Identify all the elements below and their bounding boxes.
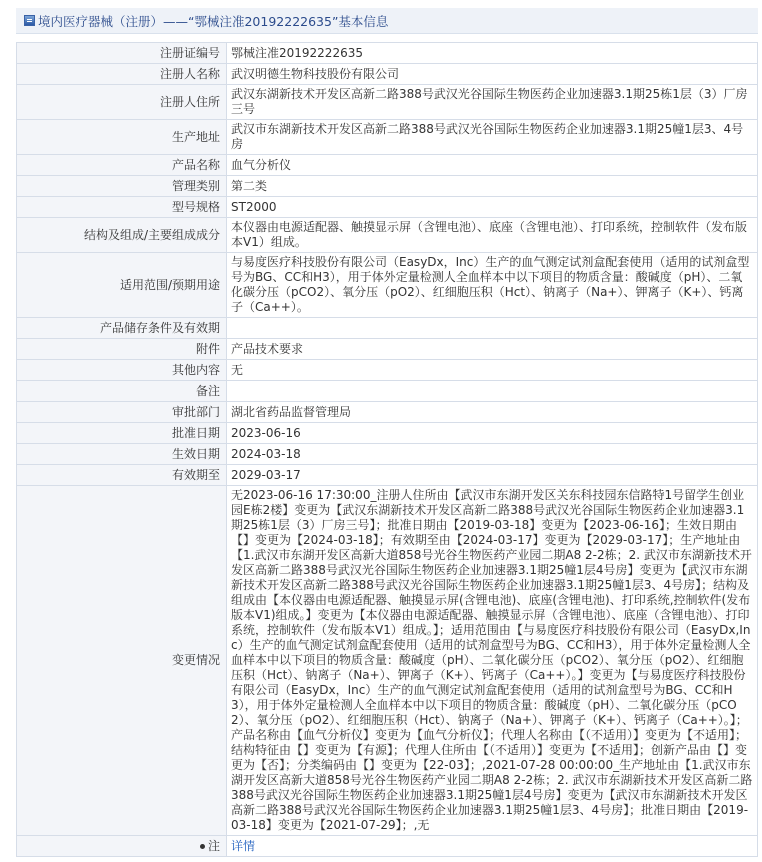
table-row (17, 176, 758, 197)
field-label-approval-dept: 审批部门 (17, 402, 227, 423)
table-row (17, 381, 758, 402)
field-label-registrant-name: 注册人名称 (17, 64, 227, 85)
field-label-effective-date: 生效日期 (17, 444, 227, 465)
field-label-management-class: 管理类别 (17, 176, 227, 197)
field-label-expiry-date: 有效期至 (17, 465, 227, 486)
table-row (17, 423, 758, 444)
table-row (17, 155, 758, 176)
field-label-production-address: 生产地址 (17, 120, 227, 155)
field-label-approval-date: 批准日期 (17, 423, 227, 444)
field-label-model: 型号规格 (17, 197, 227, 218)
table-row (17, 465, 758, 486)
page-title: 境内医疗器械（注册）——“鄂械注准20192222635”基本信息 (38, 13, 389, 29)
bullet-icon (200, 844, 205, 849)
field-value-management-class: 第二类 (227, 176, 758, 197)
field-value-approval-date: 2023-06-16 (227, 423, 758, 444)
table-row (17, 360, 758, 381)
field-label-registrant-address: 注册人住所 (17, 85, 227, 120)
page-title-bar (16, 8, 758, 34)
field-label-change-history: 变更情况 (17, 486, 227, 836)
field-value-change-history: 无2023-06-16 17:30:00_注册人住所由【武汉市东湖开发区关东科技园东信路特1号留学生创业园E栋2楼】变更为【武汉东湖新技术开发区高新二路388号武汉光谷国际生物医药企业加速器3.1期25栋1层（3）厂房三号】；批准日期由【2019-03-18】变更为【2023-06-16】；生效日期由【】变更为【2024-03-18】；有效期至由【2024-03-17】变更为【2029-03-17】；生产地址由【1.武汉市东湖开发区高新大道858号光谷生物医药产业园二期A8 2-2栋；2. 武汉市东湖新技术开发区高新二路388号武汉光谷国际生物医药企业加速器3.1期25幢1层4号房】变更为【武汉市东湖新技术开发区高新二路388号武汉光谷国际生物医药企业加速器3.1期25幢1层3、4号房】；结构及组成由【本仪器由电源适配器、触摸显示屏(含锂电池)、底座(含锂电池)、打印系统,控制软件(发布版本V1)组成。】变更为【本仪器由电源适配器、触摸显示屏（含锂电池）、底座（含锂电池）、打印系统，控制软件（发布版本V1）组成。】；适用范围由【与易度医疗科技股份有限公司（EasyDx,Inc）生产的血气测定试剂盒配套使用（适用的试剂盒型号为BG、CC和H3），用于体外定量检测人全血样本中以下项目的物质含量：酸碱度（pH）、二氧化碳分压（pCO2）、氧分压（pO2）、红细胞压积（Hct）、钠离子（Na+）、钾离子（K+）、钙离子（Ca++）。】变更为【与易度医疗科技股份有限公司（EasyDx，Inc）生产的血气测定试剂盒配套使用（适用的试剂盒型号为BG、CC和H3），用于体外定量检测人全血样本中以下项目的物质含量：酸碱度（pH）、二氧化碳分压（pCO2）、氧分压（pO2）、红细胞压积（Hct）、钠离子（Na+）、钾离子（K+）、钙离子（Ca++）。】；产品名称由【血气分析仪】变更为【血气分析仪】；代理人名称由【（不适用）】变更为【不适用】；结构特征由【】变更为【有源】；代理人住所由【（不适用）】变更为【不适用】；创新产品由【】变更为【否】；分类编码由【】变更为【22-03】；,2021-07-28 00:00:00_生产地址由【1.武汉市东湖开发区高新大道858号光谷生物医药产业园二期A8 2-2栋；2. 武汉市东湖新技术开发区高新二路388号武汉光谷国际生物医药企业加速器3.1期25幢1层4号房】变更为【武汉市东湖新技术开发区高新二路388号武汉光谷国际生物医药企业加速器3.1期25幢1层3、4号房】；批准日期由【2019-03-18】变更为【2021-07-29】；,无 (227, 486, 758, 836)
field-value-registrant-address: 武汉东湖新技术开发区高新二路388号武汉光谷国际生物医药企业加速器3.1期25栋1层（3）厂房三号 (227, 85, 758, 120)
table-row (17, 444, 758, 465)
field-label-structure: 结构及组成/主要组成成分 (17, 218, 227, 253)
field-value-registration-no: 鄂械注准20192222635 (227, 43, 758, 64)
table-row (17, 402, 758, 423)
field-value-storage (227, 318, 758, 339)
field-label-remarks: 备注 (17, 381, 227, 402)
field-label-other: 其他内容 (17, 360, 227, 381)
document-list-icon (24, 15, 35, 26)
table-row (17, 218, 758, 253)
table-row (17, 85, 758, 120)
field-label-note (17, 836, 227, 857)
field-value-remarks (227, 381, 758, 402)
field-value-approval-dept: 湖北省药品监督管理局 (227, 402, 758, 423)
field-value-effective-date: 2024-03-18 (227, 444, 758, 465)
field-label-attachment: 附件 (17, 339, 227, 360)
field-value-registrant-name: 武汉明德生物科技股份有限公司 (227, 64, 758, 85)
table-row (17, 339, 758, 360)
field-label-storage: 产品储存条件及有效期 (17, 318, 227, 339)
table-row (17, 197, 758, 218)
field-value-structure: 本仪器由电源适配器、触摸显示屏（含锂电池）、底座（含锂电池）、打印系统，控制软件（发布版本V1）组成。 (227, 218, 758, 253)
field-value-expiry-date: 2029-03-17 (227, 465, 758, 486)
details-link[interactable]: 详情 (231, 838, 256, 853)
field-value-note (227, 836, 758, 857)
field-label-product-name: 产品名称 (17, 155, 227, 176)
field-label-registration-no: 注册证编号 (17, 43, 227, 64)
field-value-product-name: 血气分析仪 (227, 155, 758, 176)
field-value-attachment: 产品技术要求 (227, 339, 758, 360)
table-row (17, 120, 758, 155)
field-value-model: ST2000 (227, 197, 758, 218)
table-row (17, 64, 758, 85)
table-row (17, 253, 758, 318)
table-row (17, 318, 758, 339)
field-value-intended-use: 与易度医疗科技股份有限公司（EasyDx，Inc）生产的血气测定试剂盒配套使用（适用的试剂盒型号为BG、CC和H3），用于体外定量检测人全血样本中以下项目的物质含量：酸碱度（pH）、二氧化碳分压（pCO2）、氧分压（pO2）、红细胞压积（Hct）、钠离子（Na+）、钾离子（K+）、钙离子（Ca++）。 (227, 253, 758, 318)
table-row (17, 43, 758, 64)
device-info-table (16, 42, 758, 857)
field-value-production-address: 武汉市东湖新技术开发区高新二路388号武汉光谷国际生物医药企业加速器3.1期25幢1层3、4号房 (227, 120, 758, 155)
note-label-text: 注 (207, 839, 220, 853)
table-row (17, 486, 758, 836)
field-label-intended-use: 适用范围/预期用途 (17, 253, 227, 318)
field-value-other: 无 (227, 360, 758, 381)
table-row (17, 836, 758, 857)
